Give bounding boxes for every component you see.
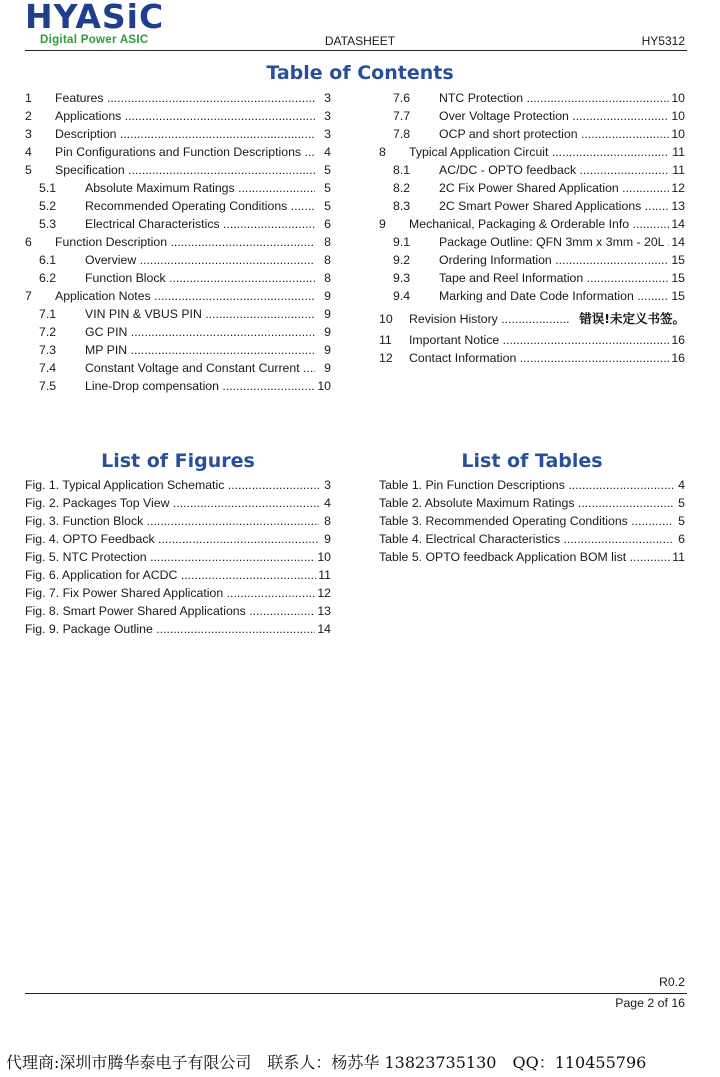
part-number: HY5312 bbox=[641, 34, 685, 48]
figure-entry[interactable] bbox=[25, 494, 331, 512]
toc-entry-page: 错误!未定义书签。 bbox=[579, 311, 685, 326]
table-entry-page: 11 bbox=[672, 550, 685, 564]
figure-entry-title[interactable]: Fig. 2. Packages Top View ..... bbox=[25, 494, 319, 512]
toc-entry-number: 6.1 bbox=[39, 253, 57, 267]
toc-entry-page: 9 bbox=[324, 361, 331, 375]
toc-entry-page: 10 bbox=[671, 91, 685, 105]
toc-entry[interactable] bbox=[379, 107, 685, 125]
toc-entry-title[interactable]: Application Notes ..... bbox=[55, 287, 315, 305]
toc-entry-page: 9 bbox=[324, 343, 331, 357]
figure-entry-page: 3 bbox=[324, 478, 331, 492]
toc-entry[interactable] bbox=[379, 349, 685, 367]
toc-entry-page: 10 bbox=[671, 109, 685, 123]
toc-entry-page: 9 bbox=[324, 289, 331, 303]
toc-entry[interactable] bbox=[25, 359, 331, 377]
table-entry[interactable] bbox=[379, 530, 685, 548]
toc-entry-title[interactable]: Typical Application Circuit ..... bbox=[409, 143, 669, 161]
toc-entry-page: 12 bbox=[671, 181, 685, 195]
toc-entry-title[interactable]: 2C Smart Power Shared Applications ..... bbox=[439, 197, 669, 215]
toc-entry-page: 10 bbox=[317, 379, 331, 393]
toc-entry-title[interactable]: Marking and Date Code Information ..... bbox=[439, 287, 669, 305]
toc-entry-title[interactable]: GC PIN ..... bbox=[85, 323, 315, 341]
table-entry-title[interactable]: Table 5. OPTO feedback Application BOM list ..... bbox=[379, 548, 673, 566]
toc-entry-number: 4 bbox=[25, 145, 32, 159]
toc-entry[interactable] bbox=[379, 331, 685, 349]
toc-entry-title[interactable]: 2C Fix Power Shared Application ..... bbox=[439, 179, 669, 197]
toc-entry-title[interactable]: Function Block ..... bbox=[85, 269, 315, 287]
toc-right-column bbox=[379, 89, 685, 305]
toc-entry[interactable] bbox=[379, 287, 685, 305]
logo-text: HYASiC bbox=[25, 0, 165, 36]
agent-contact-line: 代理商:深圳市腾华泰电子有限公司 联系人：杨苏华 13823735130 QQ：110455796 bbox=[6, 1053, 647, 1072]
toc-entry-number: 1 bbox=[25, 91, 32, 105]
toc-entry[interactable] bbox=[25, 377, 331, 395]
toc-entry[interactable] bbox=[379, 269, 685, 287]
toc-entry-page: 5 bbox=[324, 199, 331, 213]
figure-entry[interactable] bbox=[25, 476, 331, 494]
toc-entry[interactable] bbox=[25, 215, 331, 233]
toc-entry-title[interactable]: Revision History ..... bbox=[409, 310, 569, 328]
table-entry-title[interactable]: Table 4. Electrical Characteristics ..... bbox=[379, 530, 673, 548]
toc-entry-page: 14 bbox=[671, 217, 685, 231]
toc-entry-number: 7.1 bbox=[39, 307, 57, 321]
table-entry[interactable] bbox=[379, 512, 685, 530]
toc-entry-page: 15 bbox=[671, 253, 685, 267]
toc-entry-number: 10 bbox=[379, 312, 393, 326]
toc-entry-number: 8.1 bbox=[393, 163, 411, 177]
toc-entry[interactable] bbox=[379, 215, 685, 233]
toc-entry[interactable] bbox=[25, 197, 331, 215]
table-entry-title[interactable]: Table 3. Recommended Operating Conditions ..... bbox=[379, 512, 673, 530]
table-entry-page: 5 bbox=[678, 496, 685, 510]
figures-title: List of Figures bbox=[101, 450, 255, 472]
toc-entry-page: 8 bbox=[324, 253, 331, 267]
figure-entry[interactable] bbox=[25, 584, 331, 602]
page-number: Page 2 of 16 bbox=[615, 996, 685, 1010]
toc-entry-page: 16 bbox=[671, 333, 685, 347]
toc-entry-number: 7.6 bbox=[393, 91, 411, 105]
toc-entry-page: 15 bbox=[671, 289, 685, 303]
figure-entry-title[interactable]: Fig. 3. Function Block ..... bbox=[25, 512, 319, 530]
toc-entry-number: 9.2 bbox=[393, 253, 411, 267]
table-entry[interactable] bbox=[379, 548, 685, 566]
figure-entry-title[interactable]: Fig. 1. Typical Application Schematic ..... bbox=[25, 476, 319, 494]
toc-entry-title[interactable]: Electrical Characteristics ..... bbox=[85, 215, 315, 233]
toc-entry-title[interactable]: Over Voltage Protection ..... bbox=[439, 107, 669, 125]
toc-entry[interactable] bbox=[25, 323, 331, 341]
toc-entry[interactable] bbox=[25, 89, 331, 107]
toc-entry-title[interactable]: Recommended Operating Conditions ..... bbox=[85, 197, 315, 215]
toc-entry[interactable] bbox=[25, 251, 331, 269]
toc-entry-title[interactable]: Contact Information ..... bbox=[409, 349, 669, 367]
figure-entry-page: 10 bbox=[317, 550, 331, 564]
figure-entry-title[interactable]: Fig. 8. Smart Power Shared Applications ..... bbox=[25, 602, 319, 620]
toc-right-tail bbox=[379, 310, 685, 367]
tables-title: List of Tables bbox=[461, 450, 603, 472]
toc-entry-number: 9.4 bbox=[393, 289, 411, 303]
toc-entry-title[interactable]: Specification ..... bbox=[55, 161, 315, 179]
toc-entry-title[interactable]: Ordering Information ..... bbox=[439, 251, 669, 269]
toc-entry-number: 11 bbox=[379, 333, 392, 347]
toc-entry-title[interactable]: AC/DC - OPTO feedback ..... bbox=[439, 161, 669, 179]
toc-entry-page: 4 bbox=[324, 145, 331, 159]
figure-entry-title[interactable]: Fig. 9. Package Outline ..... bbox=[25, 620, 319, 638]
toc-entry[interactable] bbox=[379, 161, 685, 179]
toc-entry[interactable] bbox=[25, 233, 331, 251]
toc-entry-title[interactable]: Function Description ..... bbox=[55, 233, 315, 251]
figure-entry-title[interactable]: Fig. 5. NTC Protection ..... bbox=[25, 548, 319, 566]
figure-entry-page: 13 bbox=[317, 604, 331, 618]
toc-entry[interactable] bbox=[25, 341, 331, 359]
toc-entry[interactable] bbox=[25, 269, 331, 287]
figure-entry-page: 8 bbox=[324, 514, 331, 528]
toc-entry-number: 9.3 bbox=[393, 271, 411, 285]
toc-entry[interactable] bbox=[25, 305, 331, 323]
toc-entry[interactable] bbox=[25, 107, 331, 125]
toc-entry-title[interactable]: Tape and Reel Information ..... bbox=[439, 269, 669, 287]
toc-entry-number: 7 bbox=[25, 289, 32, 303]
toc-entry-page: 10 bbox=[671, 127, 685, 141]
toc-entry-number: 9 bbox=[379, 217, 386, 231]
toc-entry-number: 12 bbox=[379, 351, 393, 365]
toc-entry-page: 3 bbox=[324, 127, 331, 141]
figure-entry-title[interactable]: Fig. 4. OPTO Feedback ..... bbox=[25, 530, 319, 548]
figure-entry-page: 12 bbox=[317, 586, 331, 600]
toc-entry-title[interactable]: Absolute Maximum Ratings ..... bbox=[85, 179, 315, 197]
toc-entry-page: 5 bbox=[324, 163, 331, 177]
figure-entry-page: 14 bbox=[317, 622, 331, 636]
toc-entry[interactable] bbox=[379, 197, 685, 215]
table-entry-page: 5 bbox=[678, 514, 685, 528]
toc-entry-page: 11 bbox=[672, 163, 685, 177]
figure-entry[interactable] bbox=[25, 602, 331, 620]
figure-entry[interactable] bbox=[25, 530, 331, 548]
toc-entry-title[interactable]: Mechanical, Packaging & Orderable Info ..... bbox=[409, 215, 669, 233]
toc-entry-page: 9 bbox=[324, 325, 331, 339]
toc-entry[interactable] bbox=[25, 161, 331, 179]
toc-entry-number: 7.8 bbox=[393, 127, 411, 141]
toc-entry-number: 8.3 bbox=[393, 199, 411, 213]
toc-entry-title[interactable]: Overview ..... bbox=[85, 251, 315, 269]
figure-entry-title[interactable]: Fig. 6. Application for ACDC ..... bbox=[25, 566, 319, 584]
toc-entry[interactable] bbox=[379, 89, 685, 107]
toc-entry-title[interactable]: Description ..... bbox=[55, 125, 315, 143]
toc-entry-page: 16 bbox=[671, 351, 685, 365]
toc-entry-number: 6.2 bbox=[39, 271, 57, 285]
toc-entry-title[interactable]: MP PIN ..... bbox=[85, 341, 315, 359]
toc-entry[interactable] bbox=[379, 310, 685, 331]
figures-list bbox=[25, 476, 331, 638]
toc-entry-number: 5 bbox=[25, 163, 32, 177]
figure-entry[interactable] bbox=[25, 512, 331, 530]
toc-entry-page: 9 bbox=[324, 307, 331, 321]
toc-entry-title[interactable]: Line-Drop compensation ..... bbox=[85, 377, 315, 395]
toc-entry-page: 3 bbox=[324, 91, 331, 105]
toc-entry[interactable] bbox=[379, 233, 685, 251]
toc-entry-page: 6 bbox=[324, 217, 331, 231]
figure-entry[interactable] bbox=[25, 548, 331, 566]
figure-entry-page: 9 bbox=[324, 532, 331, 546]
tables-list bbox=[379, 476, 685, 566]
toc-entry[interactable] bbox=[379, 251, 685, 269]
table-entry-page: 4 bbox=[678, 478, 685, 492]
toc-entry-number: 3 bbox=[25, 127, 32, 141]
logo-tagline: Digital Power ASIC bbox=[40, 34, 149, 46]
toc-entry-number: 9.1 bbox=[393, 235, 411, 249]
toc-entry-title[interactable]: Pin Configurations and Function Descriptions ..... bbox=[55, 143, 315, 161]
toc-entry[interactable] bbox=[379, 143, 685, 161]
toc-entry-page: 15 bbox=[671, 271, 685, 285]
toc-entry-page: 8 bbox=[324, 235, 331, 249]
revision-label: R0.2 bbox=[659, 975, 685, 989]
figure-entry-page: 11 bbox=[318, 568, 331, 582]
toc-entry-number: 7.7 bbox=[393, 109, 411, 123]
toc-entry-title[interactable]: Features ..... bbox=[55, 89, 315, 107]
doc-type-label: DATASHEET bbox=[324, 34, 396, 48]
table-entry-title[interactable]: Table 1. Pin Function Descriptions ..... bbox=[379, 476, 673, 494]
toc-entry[interactable] bbox=[25, 143, 331, 161]
toc-entry-page: 14 bbox=[671, 235, 685, 249]
toc-entry-page: 13 bbox=[671, 199, 685, 213]
toc-entry-title[interactable]: Package Outline: QFN 3mm x 3mm - 20L ..... bbox=[439, 233, 669, 251]
toc-entry-number: 5.3 bbox=[39, 217, 57, 231]
toc-entry-page: 3 bbox=[324, 109, 331, 123]
toc-entry-number: 7.4 bbox=[39, 361, 57, 375]
toc-entry[interactable] bbox=[379, 179, 685, 197]
toc-entry-number: 7.5 bbox=[39, 379, 57, 393]
toc-entry-title[interactable]: Important Notice ..... bbox=[409, 331, 669, 349]
toc-entry-title[interactable]: Constant Voltage and Constant Current ..... bbox=[85, 359, 315, 377]
toc-entry-number: 6 bbox=[25, 235, 32, 249]
toc-entry[interactable] bbox=[25, 179, 331, 197]
toc-entry-number: 5.1 bbox=[39, 181, 57, 195]
toc-entry-title[interactable]: Applications ..... bbox=[55, 107, 315, 125]
toc-entry[interactable] bbox=[25, 125, 331, 143]
figure-entry-title[interactable]: Fig. 7. Fix Power Shared Application ..... bbox=[25, 584, 319, 602]
toc-entry-number: 5.2 bbox=[39, 199, 57, 213]
table-entry[interactable] bbox=[379, 494, 685, 512]
figure-entry[interactable] bbox=[25, 566, 331, 584]
table-entry-page: 6 bbox=[678, 532, 685, 546]
toc-entry-number: 7.2 bbox=[39, 325, 57, 339]
toc-entry-title[interactable]: OCP and short protection ..... bbox=[439, 125, 669, 143]
toc-left-column bbox=[25, 89, 331, 395]
toc-entry-number: 7.3 bbox=[39, 343, 57, 357]
toc-entry-page: 8 bbox=[324, 271, 331, 285]
toc-entry-number: 2 bbox=[25, 109, 32, 123]
toc-entry-number: 8 bbox=[379, 145, 386, 159]
figure-entry-page: 4 bbox=[324, 496, 331, 510]
toc-title: Table of Contents bbox=[266, 62, 454, 84]
table-entry-title[interactable]: Table 2. Absolute Maximum Ratings ..... bbox=[379, 494, 673, 512]
toc-entry-title[interactable]: NTC Protection ..... bbox=[439, 89, 669, 107]
figure-entry[interactable] bbox=[25, 620, 331, 638]
footer-divider bbox=[25, 993, 687, 994]
toc-entry[interactable] bbox=[25, 287, 331, 305]
toc-entry[interactable] bbox=[379, 125, 685, 143]
toc-entry-number: 8.2 bbox=[393, 181, 411, 195]
toc-entry-page: 5 bbox=[324, 181, 331, 195]
toc-entry-page: 11 bbox=[672, 145, 685, 159]
header-divider bbox=[25, 50, 687, 51]
toc-entry-title[interactable]: VIN PIN & VBUS PIN ..... bbox=[85, 305, 315, 323]
table-entry[interactable] bbox=[379, 476, 685, 494]
